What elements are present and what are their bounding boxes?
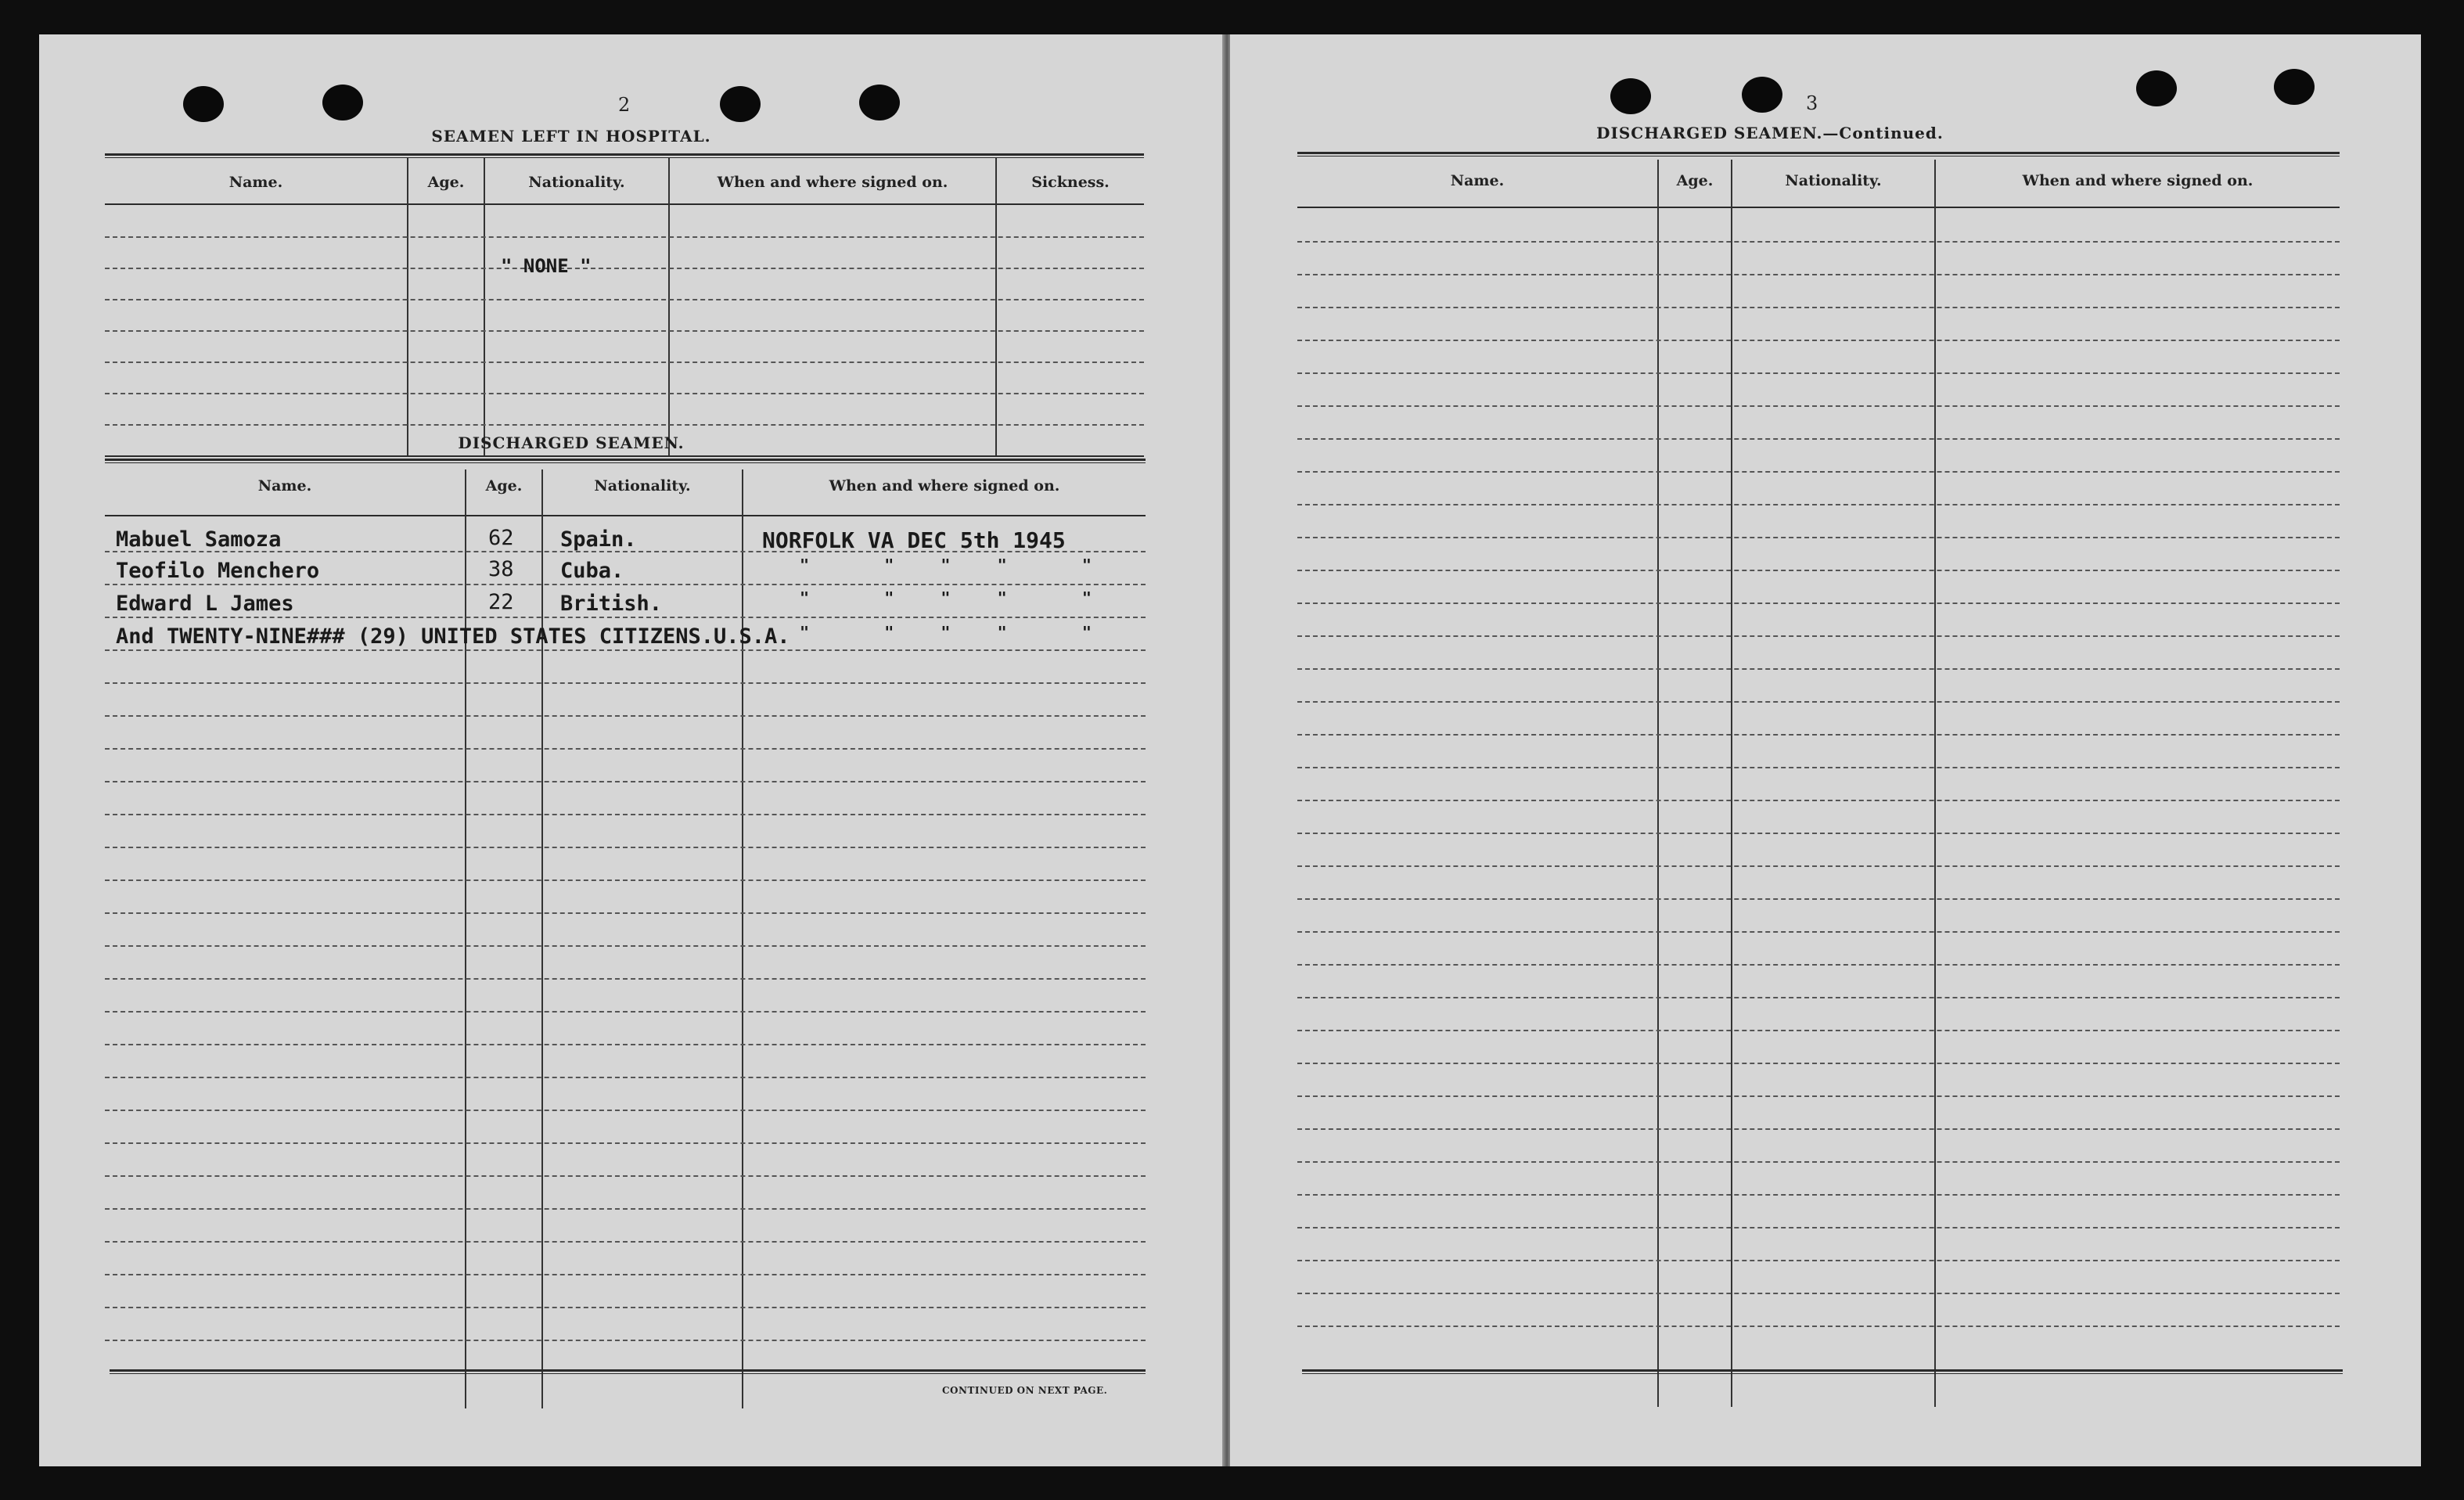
punch-hole: [720, 86, 761, 122]
row-line: [105, 814, 1146, 815]
row-line: [105, 1241, 1146, 1243]
row-line: [1297, 1161, 2340, 1163]
right-header-rule: [1297, 207, 2340, 208]
row-line: [105, 945, 1146, 947]
column-divider: [541, 469, 543, 1408]
row-line: [1297, 537, 2340, 538]
row-line: [1297, 274, 2340, 275]
row-line: [1297, 405, 2340, 407]
row-line: [105, 330, 1144, 332]
col-header-signed-on: When and where signed on.: [2022, 172, 2254, 189]
row-line: [1297, 307, 2340, 308]
row-line: [105, 236, 1144, 238]
punch-hole: [322, 85, 363, 121]
col-header-age: Age.: [485, 477, 523, 495]
page-number: 2: [618, 94, 631, 116]
column-divider: [1934, 160, 1936, 1407]
column-divider: [1657, 160, 1659, 1407]
punch-hole: [1610, 78, 1651, 114]
row-line: [105, 649, 1146, 651]
col-header-name: Name.: [1450, 172, 1505, 189]
col-header-nationality: Nationality.: [1785, 172, 1882, 189]
row-line: [1297, 767, 2340, 768]
row-line: [1297, 1194, 2340, 1196]
row-line: [1297, 471, 2340, 473]
seaman-nationality: Spain.: [560, 527, 637, 552]
row-line: [1297, 964, 2340, 966]
seaman-nationality: British.: [560, 592, 663, 616]
column-divider: [1731, 160, 1732, 1407]
punch-hole: [859, 85, 900, 121]
row-line: [105, 781, 1146, 782]
seaman-age: 38: [488, 557, 514, 581]
row-line: [1297, 1227, 2340, 1228]
row-line: [1297, 1326, 2340, 1327]
punch-hole: [2274, 69, 2315, 105]
col-header-age: Age.: [427, 174, 465, 191]
col-header-nationality: Nationality.: [528, 174, 625, 191]
row-line: [105, 1175, 1146, 1177]
row-line: [105, 1208, 1146, 1210]
row-line: [1297, 635, 2340, 637]
right-section-title: DISCHARGED SEAMEN.—Continued.: [1596, 124, 1944, 142]
discharged-bottom-rule: [110, 1369, 1146, 1374]
punch-hole: [1742, 77, 1782, 113]
punch-hole: [2136, 70, 2177, 106]
hospital-section-title: SEAMEN LEFT IN HOSPITAL.: [431, 127, 711, 146]
continued-note: CONTINUED ON NEXT PAGE.: [942, 1385, 1108, 1396]
column-divider: [742, 469, 743, 1408]
row-line: [105, 1077, 1146, 1078]
discharged-header-rule: [105, 515, 1146, 516]
hospital-header-rule: [105, 203, 1144, 205]
row-line: [105, 584, 1146, 585]
row-line: [105, 1110, 1146, 1111]
seaman-age: 22: [488, 590, 514, 614]
col-header-sickness: Sickness.: [1031, 174, 1110, 191]
column-divider: [995, 158, 997, 455]
seaman-name: Teofilo Menchero: [116, 559, 320, 583]
row-line: [105, 682, 1146, 684]
row-line: [105, 715, 1146, 717]
punch-hole: [183, 86, 224, 122]
col-header-nationality: Nationality.: [594, 477, 691, 495]
left-page: [39, 34, 1224, 1466]
ditto-marks: " " " " ": [800, 588, 1096, 607]
row-line: [105, 1011, 1146, 1013]
row-line: [105, 617, 1146, 618]
col-header-signed-on: When and where signed on.: [829, 477, 1060, 495]
row-line: [1297, 1063, 2340, 1064]
row-line: [105, 879, 1146, 881]
row-line: [105, 424, 1144, 426]
row-line: [1297, 340, 2340, 341]
summary-line: And TWENTY-NINE### (29) UNITED STATES CITIZENS.U.S.A.: [116, 624, 790, 649]
row-line: [105, 912, 1146, 914]
row-line: [105, 1340, 1146, 1341]
row-line: [1297, 833, 2340, 834]
row-line: [1297, 1030, 2340, 1031]
row-line: [105, 268, 1144, 269]
col-header-age: Age.: [1676, 172, 1714, 189]
column-divider: [407, 158, 408, 455]
column-divider: [465, 469, 466, 1408]
ditto-marks: " " " " ": [800, 623, 1096, 642]
hospital-bottom-rule: [105, 455, 1144, 457]
row-line: [105, 1142, 1146, 1144]
row-line: [1297, 1095, 2340, 1097]
row-line: [1297, 570, 2340, 571]
row-line: [1297, 931, 2340, 933]
row-line: [1297, 800, 2340, 801]
row-line: [1297, 1260, 2340, 1261]
discharged-section-title: DISCHARGED SEAMEN.: [458, 433, 685, 452]
row-line: [105, 978, 1146, 980]
row-line: [1297, 898, 2340, 900]
row-line: [1297, 865, 2340, 867]
row-line: [1297, 504, 2340, 505]
ditto-marks: " " " " ": [800, 556, 1096, 574]
column-divider: [668, 158, 670, 455]
hospital-none-entry: " NONE ": [501, 255, 592, 277]
row-line: [105, 1307, 1146, 1308]
row-line: [105, 1044, 1146, 1045]
hospital-top-rule: [105, 153, 1144, 158]
col-header-name: Name.: [257, 477, 312, 495]
col-header-signed-on: When and where signed on.: [717, 174, 948, 191]
row-line: [105, 362, 1144, 363]
row-line: [1297, 1293, 2340, 1294]
seaman-signed-on: NORFOLK VA DEC 5th 1945: [762, 527, 1066, 553]
row-line: [1297, 603, 2340, 604]
row-line: [1297, 1128, 2340, 1130]
seaman-age: 62: [488, 526, 514, 550]
row-line: [1297, 734, 2340, 736]
row-line: [105, 847, 1146, 848]
right-bottom-rule: [1302, 1369, 2343, 1374]
row-line: [105, 748, 1146, 750]
row-line: [1297, 372, 2340, 374]
seaman-nationality: Cuba.: [560, 559, 624, 583]
row-line: [105, 393, 1144, 394]
right-page: [1230, 34, 2421, 1466]
row-line: [1297, 438, 2340, 440]
column-divider: [484, 158, 485, 455]
row-line: [105, 299, 1144, 300]
row-line: [1297, 997, 2340, 998]
seaman-name: Edward L James: [116, 592, 294, 616]
row-line: [1297, 668, 2340, 670]
row-line: [1297, 241, 2340, 243]
col-header-name: Name.: [228, 174, 283, 191]
page-number: 3: [1806, 92, 1818, 114]
discharged-top-rule: [105, 459, 1146, 463]
row-line: [105, 1274, 1146, 1275]
row-line: [1297, 701, 2340, 703]
seaman-name: Mabuel Samoza: [116, 527, 282, 552]
right-top-rule: [1297, 152, 2340, 156]
